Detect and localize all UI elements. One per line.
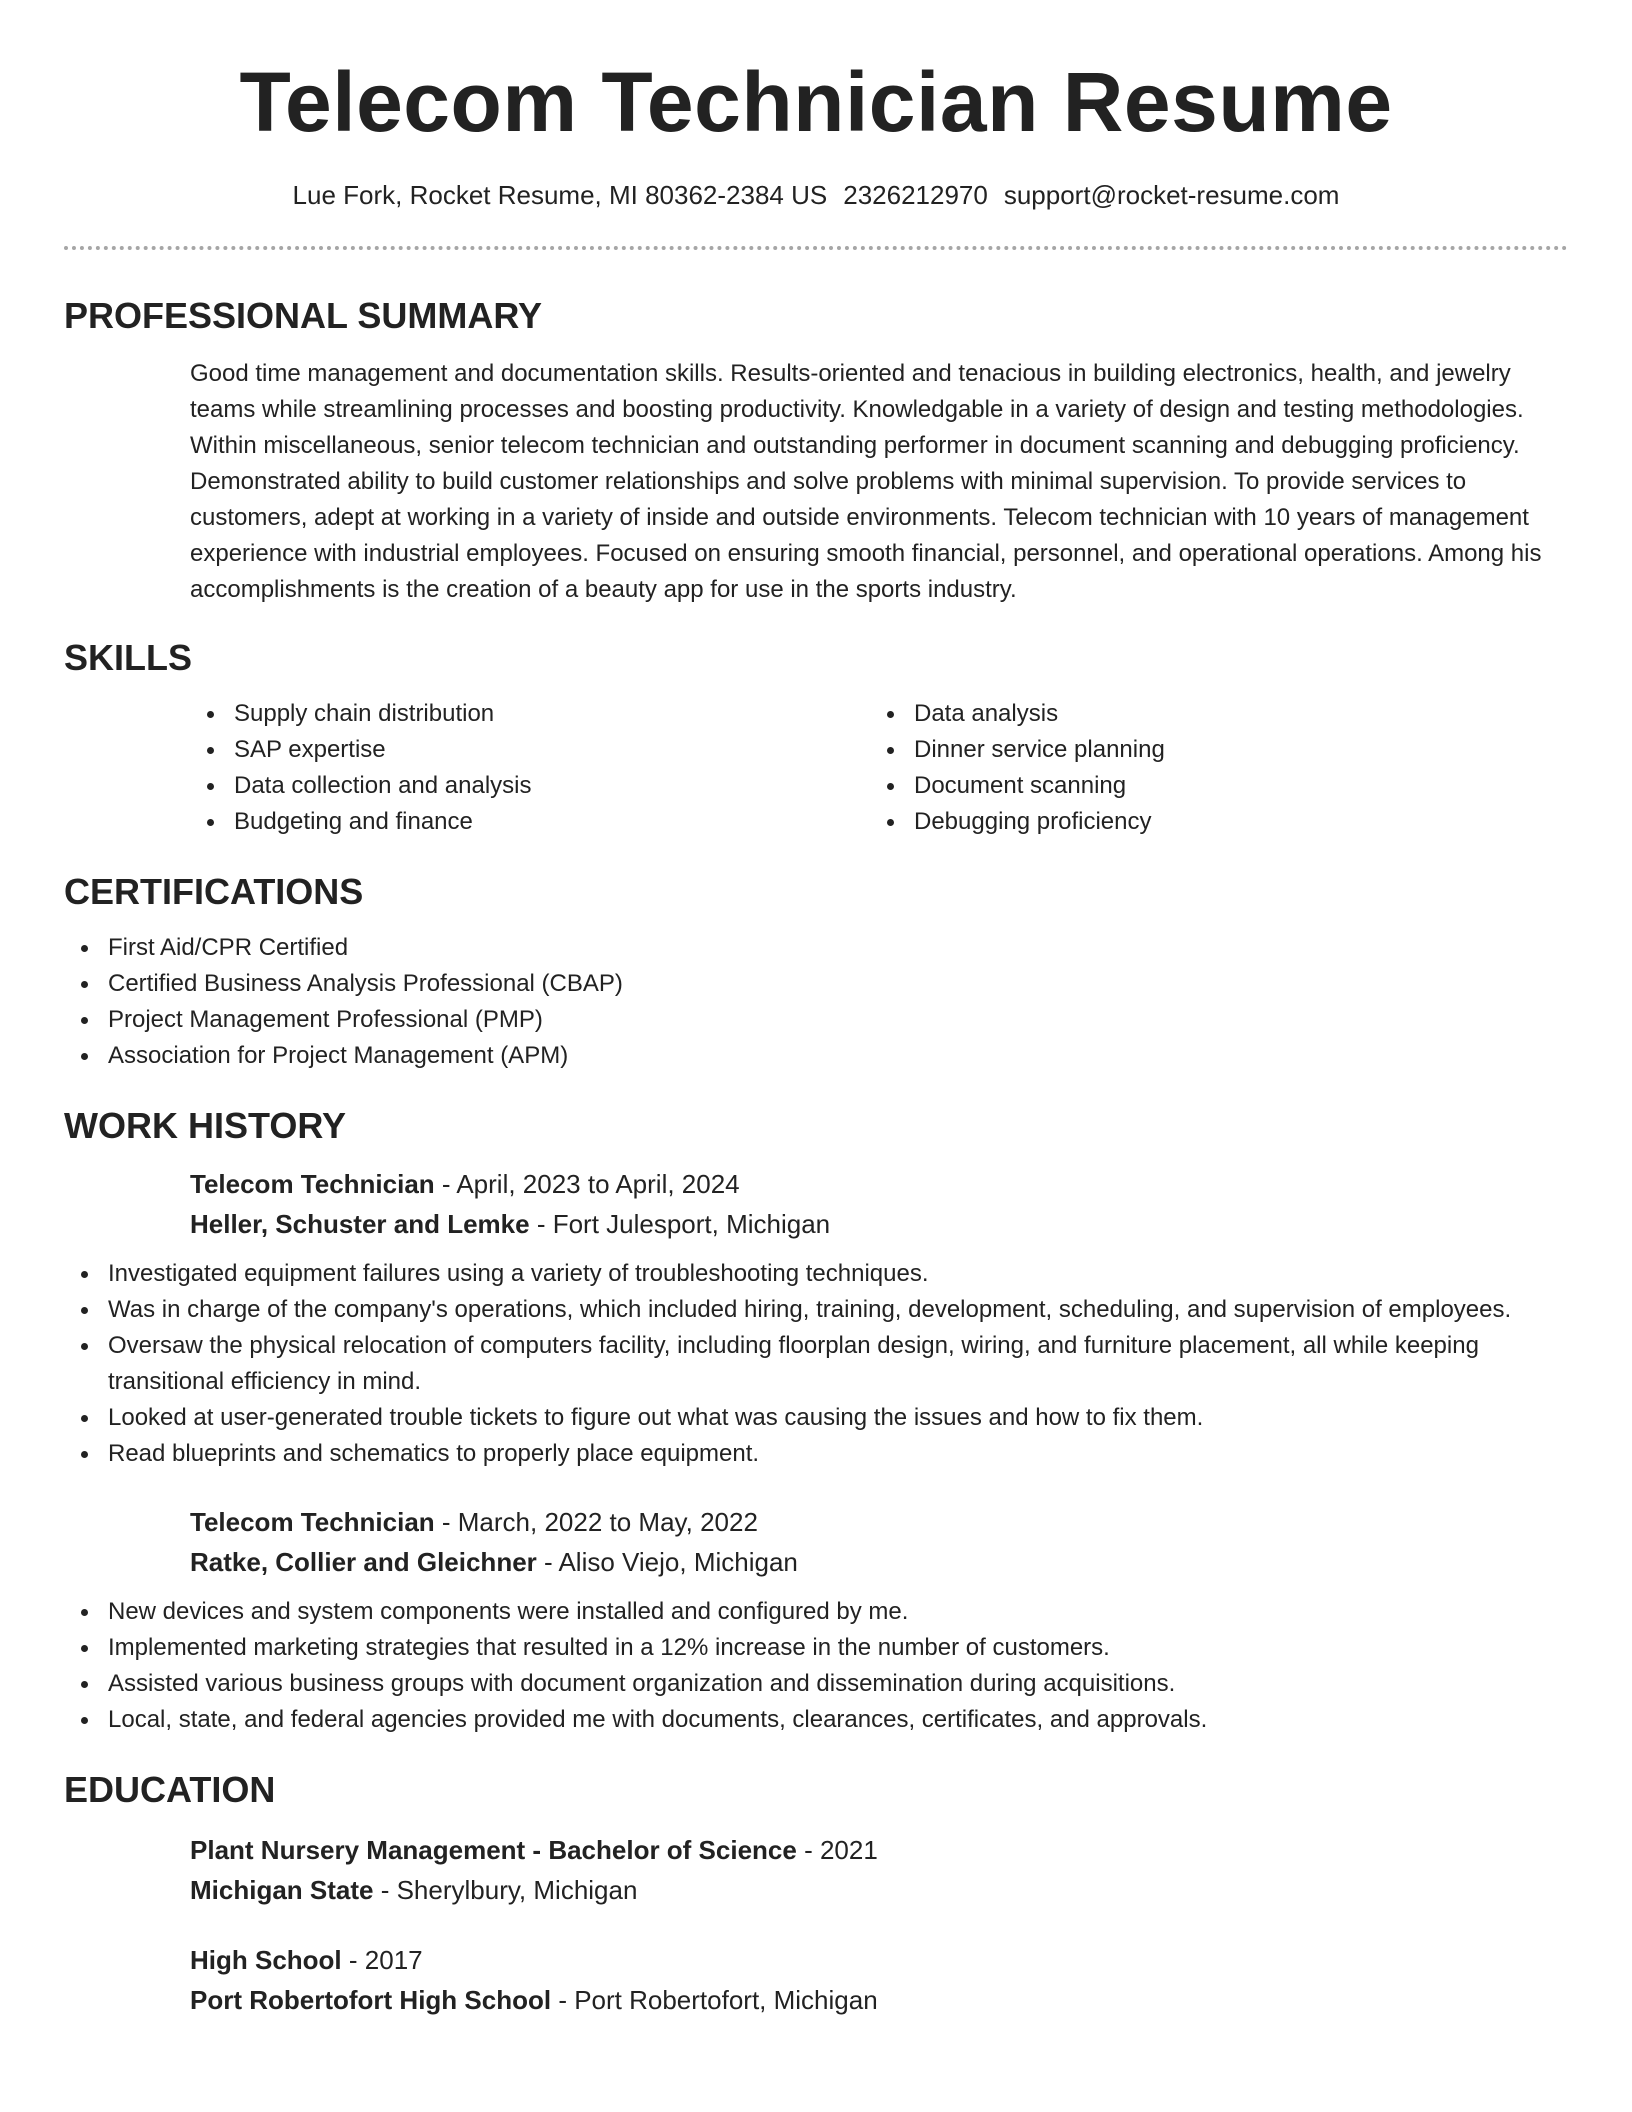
- contact-line: [64, 178, 1568, 212]
- job-company: Heller, Schuster and Lemke: [190, 1209, 530, 1239]
- skills-list-right: [870, 696, 1568, 840]
- summary-section: [64, 294, 1568, 608]
- certification-item: Project Management Professional (PMP): [64, 1002, 1568, 1038]
- skill-item: Budgeting and finance: [190, 804, 870, 840]
- job-bullet: Investigated equipment failures using a variety of troubleshooting techniques.: [64, 1256, 1568, 1292]
- education-degree: High School: [190, 1945, 342, 1975]
- education-year: - 2021: [796, 1835, 878, 1865]
- certification-item: First Aid/CPR Certified: [64, 930, 1568, 966]
- job-entry: [64, 1164, 1568, 1244]
- education-degree-line: [190, 1830, 1568, 1870]
- education-school-line: [190, 1870, 1568, 1910]
- work-heading: WORK HISTORY: [64, 1105, 347, 1146]
- work-section: [64, 1104, 1568, 1738]
- skill-item: Debugging proficiency: [870, 804, 1568, 840]
- job-bullet: New devices and system components were installed and configured by me.: [64, 1594, 1568, 1630]
- job-location: - Aliso Viejo, Michigan: [536, 1547, 798, 1577]
- certification-item: Association for Project Management (APM): [64, 1038, 1568, 1074]
- certification-item: Certified Business Analysis Professional (CBAP): [64, 966, 1568, 1002]
- education-school-line: [190, 1980, 1568, 2020]
- job-role-line: [190, 1502, 1568, 1542]
- job-bullet: Local, state, and federal agencies provided me with documents, clearances, certificates, and approvals.: [64, 1702, 1568, 1738]
- job-entry: [64, 1502, 1568, 1582]
- job-role: Telecom Technician: [190, 1507, 435, 1537]
- job-bullet: Looked at user-generated trouble tickets to figure out what was causing the issues and how to fix them.: [64, 1400, 1568, 1436]
- education-school: Port Robertofort High School: [190, 1985, 552, 2015]
- job-dates: - March, 2022 to May, 2022: [434, 1507, 758, 1537]
- job-bullet: Was in charge of the company's operations, which included hiring, training, development, scheduling, and supervision of employees.: [64, 1292, 1568, 1328]
- job-company-line: [190, 1542, 1568, 1582]
- skill-item: Dinner service planning: [870, 732, 1568, 768]
- job-bullets: [64, 1256, 1568, 1472]
- skill-item: Supply chain distribution: [190, 696, 870, 732]
- education-entry: [64, 1940, 1568, 2020]
- education-degree-line: [190, 1940, 1568, 1980]
- contact-address: Lue Fork, Rocket Resume, MI 80362-2384 US: [292, 180, 828, 210]
- education-entry: [64, 1830, 1568, 1910]
- job-bullet: Oversaw the physical relocation of computers facility, including floorplan design, wiring, and furniture placement, all while keeping transitional efficiency in mind.: [64, 1328, 1568, 1400]
- skills-list-left: [190, 696, 870, 840]
- skill-item: Data collection and analysis: [190, 768, 870, 804]
- job-company: Ratke, Collier and Gleichner: [190, 1547, 537, 1577]
- education-section: [64, 1768, 1568, 2020]
- contact-email: support@rocket-resume.com: [1003, 180, 1340, 210]
- skills-section: [64, 636, 1568, 840]
- education-heading: EDUCATION: [64, 1769, 276, 1810]
- header-divider: [64, 246, 1568, 250]
- resume-title: Telecom Technician Resume: [239, 55, 1393, 149]
- job-bullet: Read blueprints and schematics to properly place equipment.: [64, 1436, 1568, 1472]
- skill-item: SAP expertise: [190, 732, 870, 768]
- skills-heading: SKILLS: [64, 637, 193, 678]
- job-company-line: [190, 1204, 1568, 1244]
- skill-item: Document scanning: [870, 768, 1568, 804]
- contact-phone: 2326212970: [843, 180, 988, 210]
- job-location: - Fort Julesport, Michigan: [529, 1209, 831, 1239]
- skill-item: Data analysis: [870, 696, 1568, 732]
- job-role: Telecom Technician: [190, 1169, 435, 1199]
- certifications-section: [64, 870, 1568, 1074]
- certifications-list: [64, 930, 1568, 1074]
- job-bullets: [64, 1594, 1568, 1738]
- summary-heading: PROFESSIONAL SUMMARY: [64, 295, 543, 336]
- education-location: - Port Robertofort, Michigan: [551, 1985, 878, 2015]
- job-bullet: Implemented marketing strategies that resulted in a 12% increase in the number of customers.: [64, 1630, 1568, 1666]
- summary-text: Good time management and documentation skills. Results-oriented and tenacious in building electronics, health, and jewelry teams while streamlining processes and boosting productivity. Knowledgable in a variety of design and testing methodologies. Within miscellaneous, senior telecom technician and outstanding performer in document scanning and debugging proficiency. Demonstrated ability to build customer relationships and solve problems with minimal supervision. To provide services to customers, adept at working in a variety of inside and outside environments. Telecom technician with 10 years of management experience with industrial employees. Focused on ensuring smooth financial, personnel, and operational operations. Among his accomplishments is the creation of a beauty app for use in the sports industry.: [190, 360, 1542, 603]
- job-role-line: [190, 1164, 1568, 1204]
- education-location: - Sherylbury, Michigan: [373, 1875, 638, 1905]
- job-bullet: Assisted various business groups with document organization and dissemination during acquisitions.: [64, 1666, 1568, 1702]
- skills-grid: [64, 696, 1568, 840]
- certifications-heading: CERTIFICATIONS: [64, 871, 364, 912]
- job-dates: - April, 2023 to April, 2024: [434, 1169, 740, 1199]
- education-year: - 2017: [341, 1945, 423, 1975]
- education-school: Michigan State: [190, 1875, 374, 1905]
- education-degree: Plant Nursery Management - Bachelor of Science: [190, 1835, 797, 1865]
